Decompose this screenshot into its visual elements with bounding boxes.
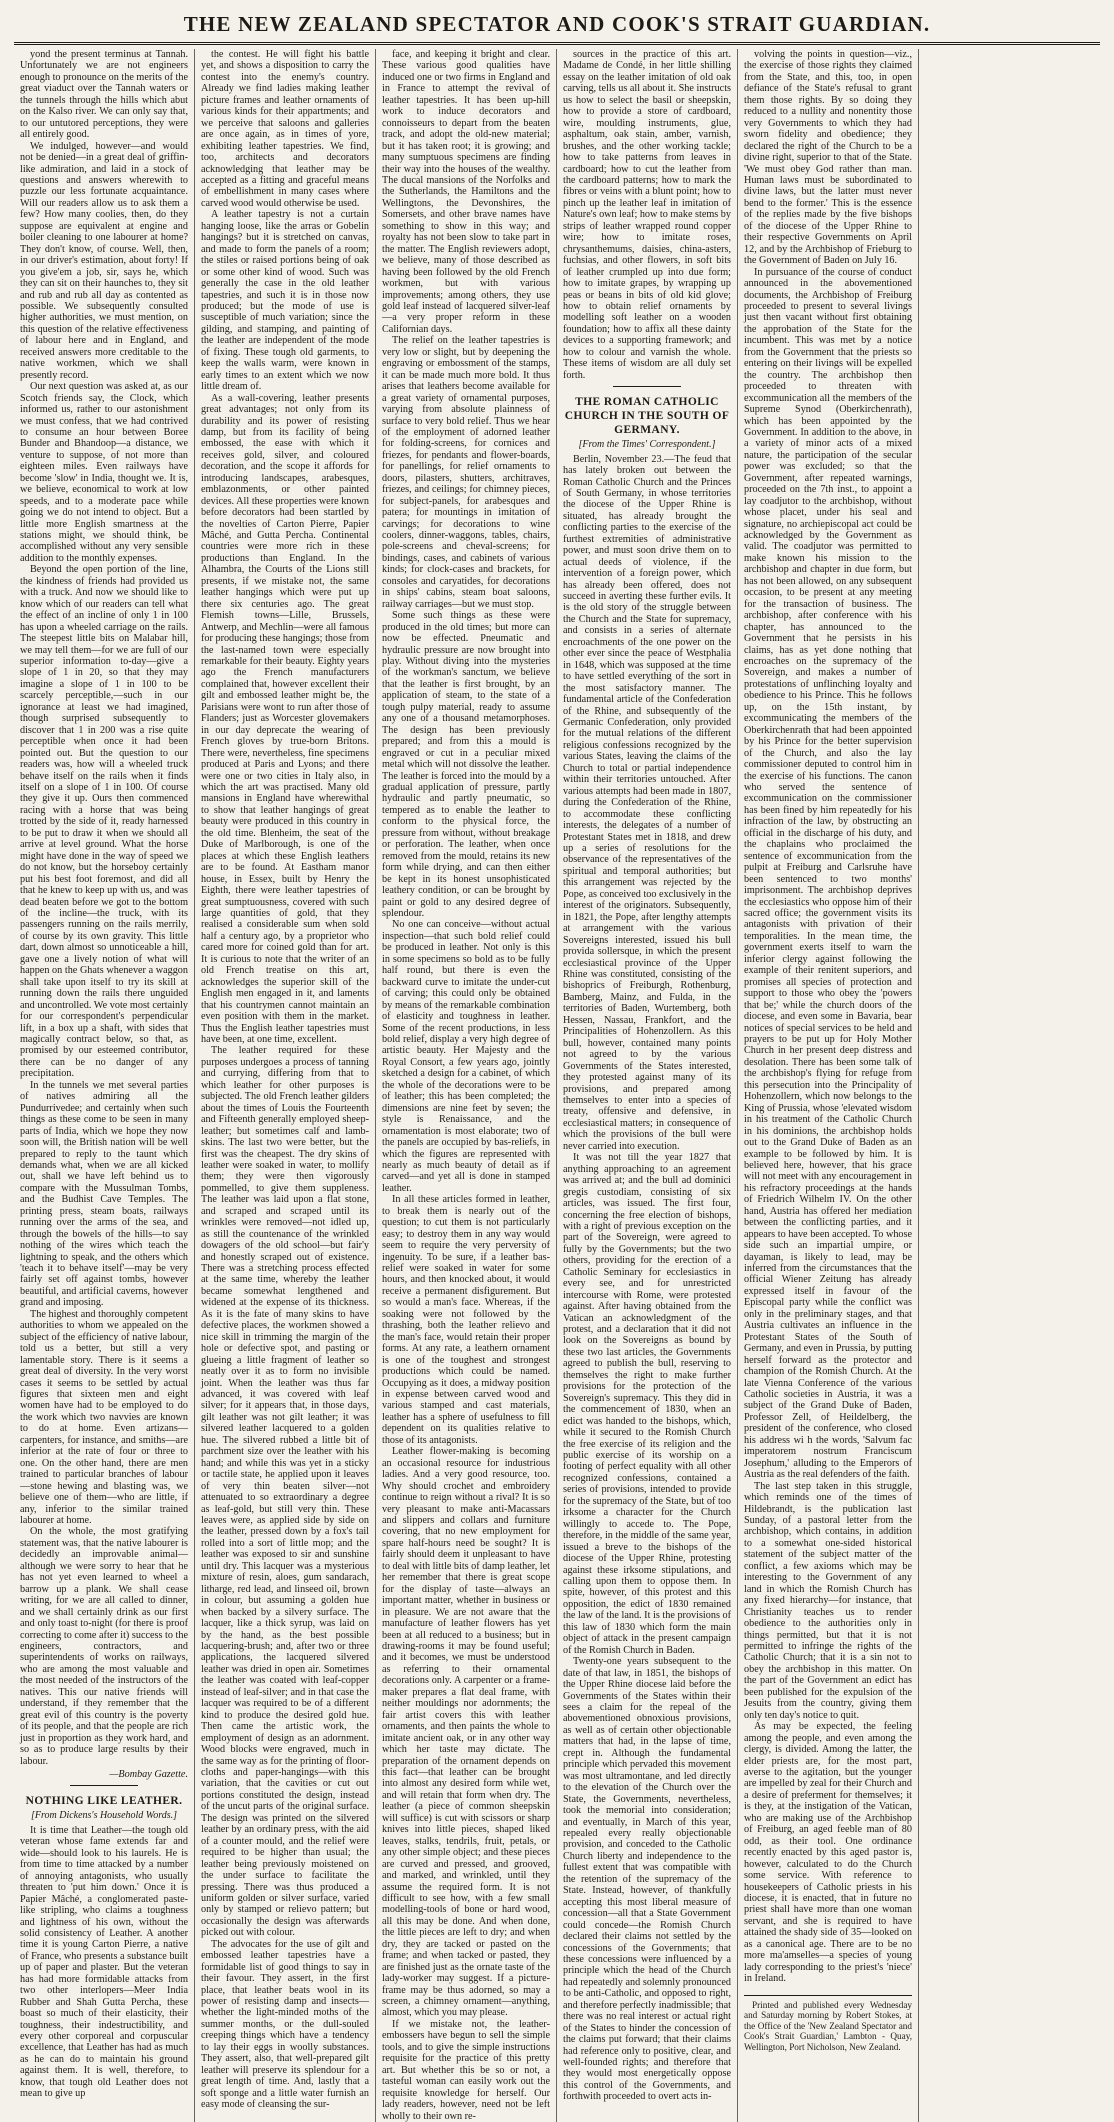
paragraph: yond the present terminus at Tannah. Unfortunately we are not engineers enough to pronounce on the merits of the great viaduct over the Tannah waters or the tunnels through the hills which abut on the Kalso river. We can only say that, to our untutored perceptions, they were all entirely good. [20,49,188,141]
leather-article-continued [201,49,369,2111]
paragraph: It is time that Leather—the tough old veteran whose fame extends far and wide—should look to his laurels. He is from time to time attacked by a number of annoying antagonists, who usually threaten to 'put him down.' Once it is Papier Mâché, a conglomerated paste-like stripling, who claims a toughness and lightness of his own, without the solid consistency of Leather. A another time it is young Carton Pierre, a native of France, who presents a substance built up of paper and plaster. But the veteran has had more formidable attacks from two other interlopers—Meer India Rubber and Shah Gutta Percha, these boast so much of their elasticity, their toughness, their indestructibility, and every other corporeal and corpuscular excellence, that Leather has had as much as he can do to maintain his ground against them. It is well, therefore, to know, that tough old Leather does not mean to give up [20,1824,188,2100]
paragraph: The highest and thoroughly competent authorities to whom we appealed on the subject of the efficiency of native labour, told us a better, but still a very lamentable story. There is it seems a great deal of diversity. In the very worst cases it seems to be settled by actual figures that sixteen men and eight women have had to be employed to do the work which two navvies are known to do at home. Even artizans—carpenters, for instance, and smiths—are inferior at the rate of four or three to one. On the other hand, there are men trained to particular branches of labour—stone hewing and blasting was, we believe one of them—who are little, if any, inferior to the similar trained labourer at home. [20,1308,188,1526]
paragraph: It was not till the year 1827 that anything approaching to an agreement was arrived at; and the bull ad dominici gregis custodiam, consisting of six articles, was issued. The first four, concerning the free election of bishops, with a right of previous exception on the part of the Sovereign, were agreed to fully by the Governments; but the two others, providing for the erection of a Catholic Seminary for ecclesiastics in every see, and for unrestricted intercourse with Rome, were protested against. After having obtained from the Vatican an acknowledgment of the protest, and a declaration that it did not look on the Sovereigns as bound by these two last articles, the Governments agreed to publish the bull, reserving to themselves the right to make further provisions for the protection of the Sovereign's supremacy. This they did in the commencement of 1830, when an edict was handed to the bishops, which, while it secured to the Romish Church the free exercise of its religion and the public exercise of its worship on a footing of perfect equality with all other recognized confessions, contained a series of provisions, intended to provide for the supremacy of the State, but of too irksome a character for the Church willingly to accede to. The Pope, therefore, in the middle of the same year, issued a breve to the bishops of the diocese of the Upper Rhine, protesting against these irksome stipulations, and calling upon them to oppose them. In spite, however, of this protest and this opposition, the edict of 1830 remained the law of the land. It is the provisions of this law of 1830 which form the main object of attack in the present campaign of the Romish Church in Baden. [563,1152,731,1656]
paragraph: The relief on the leather tapestries is very low or slight, but by deepening the engraving or embossment of the stamps, it can be made much more bold. It thus arises that leathers become available for a great variety of ornamental purposes, varying from absolute plainness of surface to very bold relief. Thus we hear of the employment of adorned leather for folding-screens, for cornices and friezes, for pendants and flower-boards, for panellings, for relief ornaments to doors, pilasters, shutters, architraves, friezes, and ceilings; for chimney pieces, for subject-panels, for arabesques and patera; for mountings in imitation of carvings; for decorations to wine coolers, dinner-waggons, tables, chairs, pole-screens and cheval-screens; for bindings, cases, and cabinets of various kinds; for clock-cases and brackets, for consoles and caryatides, for decorations in ships' cabins, steam boat saloons, railway carriages—but we must stop. [382,335,550,610]
column-3 [376,49,557,2122]
paragraph: In the tunnels we met several parties of natives admiring all the Pundurrivedee; and certainly when such things as these come to be seen in many parts of India, which we hope they now soon will, the British nation will be well prepared to reply to the taunt which demands what, when we are all kicked out, shall we have left behind us to compare with the Mussulman Tombs, and the Budhist Cave Temples. The printing press, steam boats, railways running over the arms of the sea, and through the bowels of the hills—to say nothing of the wires which teach the lightning to speak, and the others which 'teach it to behave itself'—may be very fairly set off against tombs, however beautiful, and artificial caverns, however grand and imposing. [20,1079,188,1309]
paragraph: The leather required for these purposes undergoes a process of tanning and currying, differing from that to which leather for other purposes is subjected. The old French leather gilders about the times of Louis the Fourteenth and Fifteenth generally employed sheep-leather; but sometimes calf and lamb-skins. The last two were better, but the first was the cheapest. The dry skins of leather were soaked in water, to mollify them; they were then vigorously pommelled, to give them suppleness. The leather was laid upon a flat stone, and scraped and scraped until its wrinkles were removed—not idled up, as still the countenance of the wrinkled dowagers of the old school—but fair'y and honestly scraped out of existence. There was a stretching process effected at the same time, whereby the leather became somewhat lengthened and widened at the expense of its thickness. As it is the fate of many skins to have defective places, the workmen showed a nice skill in trimming the margin of the hole or defective spot, and pasting or glueing a little fragment of leather so neatly over it as to form no invisible joint. When the leather was thus far advanced, it was covered with leaf silver; for it appears that, in those days, gilt leather was not gilt leather; it was silvered leather lacquered to a golden hue. The silvered rubbed a little bit of parchment size over the leather with his hand; and while this was yet in a sticky or tactile state, he applied upon it leaves of very thin beaten silver—not attenuated to so extraordinary a degree as leaf-gold, but still very thin. These leaves were, as applied side by side on the leather, pressed down by a fox's tail rolled into a sort of little mop; and the leather was exposed to sir and sunshine until dry. This lacquer was a mysterious mixture of resin, aloes, gum sandarach, litharge, red lead, and linseed oil, brown in colour, but assuming a golden hue when backed by a silvery surface. The lacquer, like a thick syrup, was laid on by the hand, as the best possible lacquering-brush; and, after two or three applications, the lacquered silvered leather was dried in open air. Sometimes the leather was coated with leaf-copper instead of leaf-silver; and in that case the lacquer was required to be of a different kind to produce the desired gold hue. Then came the artistic work, the employment of design as an adornment. Wood blocks were engraved, much in the same way as for the printing of floor-cloths and paper-hangings—with this variation, that the cavities or cut out portions constituted the design, instead of the uncut parts of the original surface. The design was printed on the silvered leather by an ordinary press, with the aid of a counter mould, and the relief were required to be higher than usual; the leather being previously moistened on the under surface to facilitate the pressing. There was thus produced a uniform golden or silver surface, varied only by stamped or relievo pattern; but occasionally the design was afterwards picked out with colour. [201,1045,369,1939]
leather-article-body [20,1825,188,2100]
paragraph: Beyond the open portion of the line, the kindness of friends had provided us with a truck. And now we should like to know which of our readers can tell what the effect of an incline of only 1 in 100 has upon a wheeled carriage on the rails. The steepest little bits on Malabar hill, we may tell them—for we are full of our superior information to-day—give a slope of 1 in 20, so that they may imagine a slope of 1 in 100 to be scarcely perceptible,—such in our ignorance at least we had imagined, though surprised subsequently to discover that 1 in 200 was a rise quite perceptible when once it had been pointed out. But the question to our readers was, how will a wheeled truck behave itself on the rails when it finds itself on a slope of 1 in 100. Of course they give it up. Ours then commenced racing with a horse that was being trotted by the side of it, ready harnessed to be put to draw it when we should all arrive at level ground. What the horse might have done in the way of speed we do not know, but the horseboy certainly put his best foot foremost, and did all that he knew to keep up with us, and was dead beaten before we got to the bottom of the incline—the truck, with its passengers running on the rails merrily, of course by its own gravity. This little dart, down almost so unnoticeable a hill, gave one a lively notion of what will happen on the Ghats whenever a waggon shall take upon itself to try its skill at running down the rails there unguided and uncontrolled. We vote most certainly for our correspondent's perpendicular lift, in a box up a shaft, with sides that magically contract below, so that, as promised by our esteemed contributor, there can be no danger of any precipitation. [20,564,188,1080]
masthead-title: THE NEW ZEALAND SPECTATOR AND COOK'S STRAIT GUARDIAN. [14,6,1100,45]
section-title-church: THE ROMAN CATHOLIC CHURCH IN THE SOUTH OF GERMANY. [564,396,730,437]
section-divider [613,386,680,387]
paragraph: Leather flower-making is becoming an occasional resource for industrious ladies. And a very good resource, too. Why should crochet and embroidery continue to reign without a rival? It is so very pleasant to make anti-Macassars and slippers and collars and furniture covering, that no new employment for spare half-hours need be sought? It is fairly should deem it unpleasant to have to deal with little bits of damp leather, let her remember that there is great scope for the display of taste—always an important matter, whether in business or in pleasure. We are not aware that the manufacture of leather flowers has yet been at all reduced to a business; but in drawing-rooms it may be found useful; and it becomes, we must be understood as referring to their ornamental decorations only. A carpenter or a frame-maker prepares a flat deal frame, with neither mouldings nor adornments; the fair artist covers this with leather ornaments, and then paints the whole to imitate ancient oak, or in any other way which her taste may dictate. The preparation of the ornament depends on this fact—that leather can be brought into almost any desired form while wet, and will retain that form when dry. The leather (a piece of common sheepskin will suffice) is cut with scissors or sharp knives into little pieces, shaped liked leaves, stalks, tendrils, fruit, petals, or any other simple object; and these pieces are curved and pressed, and grooved, and marked, and wrinkled, until they assume the required form. It is not difficult to see how, with a few small modelling-tools of bone or hard wood, all this may be done. And when done, the little pieces are left to dry; and when dry, they are tacked or pasted on the frame; and when tacked or pasted, they are finished just as the ornate taste of the lady-worker may suggest. If a picture-frame may be thus adorned, so may a screen, a chimney ornament—anything, almost, which you may please. [382,1446,550,2019]
paragraph: A leather tapestry is not a curtain hanging loose, like the arras or Gobelin hangings? but it is stretched on canvas, and made to form the panels of a room; the stiles or raised portions being of oak or some other kind of wood. Such was generally the case in the old leather tapestries, and such it is in those now produced; but the mode of use is susceptible of much variation; since the gilding, and stamping, and painting of the leather are independent of the mode of fixing. These tough old garments, to keep the walls warm, were known in early times to an extent which we now little dream of. [201,209,369,393]
paragraph: The advocates for the use of gilt and embossed leather tapestries have a formidable list of good things to say in their favour. They assert, in the first place, that leather beats wool in its power of resisting damp and insects—whether the light-minded moths of the summer months, or the dull-souled creeping things which have a tendency to lay their eggs in woolly substances. They assert, also, that well-prepared gilt leather will preserve its splendour for a great length of time. And, lastly that a soft sponge and a little water furnish an easy mode of cleansing the sur- [201,1938,369,2111]
column-4 [557,49,738,2122]
publisher-imprint: Printed and published every Wednesday and Saturday morning by Robert Stokes, at the Office of the 'New Zealand Spectator and Cook's Strait Guardian,' Lambton - Quay, Wellington, Port Nicholson, New Zealand. [744,1995,912,2053]
section-divider [70,1785,137,1786]
article-attribution: —Bombay Gazette. [109,1768,188,1780]
paragraph: The last step taken in this struggle, which reminds one of the times of Hildebrandt, is the publication last Sunday, of a pastoral letter from the archbishop, which contains, in addition to a somewhat one-sided historical statement of the subject matter of the conflict, a few axioms which may be interesting to the Government of any land in which the Romish Church has any fixed hierarchy—for instance, that Christianity teaches us to render obedience to the authorities only in things permitted, but that it is not permitted to infringe the rights of the Catholic Church; that it is a sin not to obey the archbishop in this matter. On the part of the Government an edict has been published for the expulsion of the Jesuits from the country, giving them only ten day's notice to quit. [744,1480,912,1721]
paragraph: As a wall-covering, leather presents great advantages; not only from its durability and its power of resisting damp, but from its facility of being embossed, the ease with which it receives gold, silver, and coloured decoration, and the scope it affords for introducing landscapes, arabesques, emblazonments, or other painted devices. All these properties were known before decorators had been startled by the novelties of Carton Pierre, Papier Mâché, and Gutta Percha. Continental countries were more rich in these productions than England. In the Alhambra, the Courts of the Lions still presents, if we mistake not, the same leather hangings which were put up there six centuries ago. The great Flemish towns—Lille, Brussels, Antwerp, and Mechlin—were all famous for producing these hangings; those from the last-named town were especially remarkable for their beauty. Eighty years ago the French manufacturers complained that, however excellent their gilt and embossed leather might be, the Parisians were wont to run after those of Flanders; just as Worcester glovemakers in our day deprecate the wearing of French gloves by true-born Britons. There were, nevertheless, fine specimens produced at Paris and Lyons; and there were one or two cities in Italy also, in which the art was practised. Many old mansions in England have wherewithal to show that leather hangings of great beauty were produced in this country in the old time. Blenheim, the seat of the Duke of Marlborough, is one of the places at which these English leathers are to be found. At Eastham manor house, in Essex, built by Henry the Eighth, there were leather tapestries of great sumptuousness, covered with such large quantities of gold, that they realised a considerable sum when sold half a century ago, by a proprietor who cared more for coined gold than for art. It is curious to note that the writer of an old French treatise on this art, acknowledges the superior skill of the English men engaged in it, and laments that his countrymen cannot maintain an even position with them in the market. Thus the English leather tapestries must have been, at one time, excellent. [201,392,369,1045]
paragraph: Twenty-one years subsequent to the date of that law, in 1851, the bishops of the Upper Rhine diocese laid before the Governments of the States within their sees a claim for the repeal of the abovementioned obnoxious provisions, as well as of certain other objectionable matters that had, in the lapse of time, crept in. Although the fundamental principle which pervaded this movement was most ultramontane, and led directly to the elevation of the Church over the State, the Governments, nevertheless, took the memorial into consideration; and eventually, in March of this year, repealed every really objectionable provision, and conceded to the Catholic Church liberty and independence to the fullest extent that was compatible with the retention of the supremacy of the State. Instead, however, of thankfully accepting this most liberal measure of concession—all that a State Government could concede—the Romish Church declared their claims not settled by the concessions of the Governments; that these concessions were influenced by a principle which the head of the Church had repeatedly and solemnly pronounced to be anti-Catholic, and opposed to right, and therefore perfectly inadmissible; that there was no real interest or actual right of the States to hinder the concession of the claims put forward; that their claims had reference only to positive, clear, and well-founded rights; and therefore that they would most energetically oppose this control of the Governments, and forthwith proceeded to overt acts in- [563,1656,731,2103]
paragraph: Berlin, November 23.—The feud that has lately broken out between the Roman Catholic Church and the Princes of South Germany, in whose territories the diocese of the Upper Rhine is situated, has already brought the conflicting parties to the exercise of the furthest extremities of administrative power, and must soon drive them on to actual deeds of violence, if the intervention of a foreign power, which has already been offered, does not succeed in averting these further evils. It is the old story of the struggle between the Church and the State for supremacy, and consists in a series of alternate encroachments of the one power on the other ever since the peace of Westphalia in 1648, which was supposed at the time to have settled everything of the sort in the most satisfactory manner. The fundamental article of the Confederation of the Rhine, and subsequently of the Germanic Confederation, only provided for the mutual relations of the different religious confessions recognized by the various States, leaving the claims of the Church to total or partial independence within their territories untouched. After various attempts had been made in 1807, during the Confederation of the Rhine, to accommodate these conflicting interests, the delegates of a number of Protestant States met in 1818, and drew up a series of resolutions for the observance of the representatives of the spiritual and temporal authorities; but this arrangement was rejected by the Pope, as conceived too exclusively in the interest of the originators. Subsequently, in 1821, the Pope, after lengthy attempts at arrangement with the various Sovereigns interested, issued his bull provida sollersque, in which the present ecclesiastical province of the Upper Rhine was constituted, consisting of the bishoprics of Freiburgh, Rothenburg, Bamberg, Mainz, and Fulda, in the territories of Baden, Wurtemberg, both Hessen, Nassau, Frankfort, and the Principalities of Hohenzollern. As this bull, however, contained many points not agreed to by the various Governments of the States interested, they protested against many of its provisions, and prepared among themselves to enter into a species of treaty, offensive and defensive, in ecclesiastical matters; in consequence of which the provisions of the bull were never carried into execution. [563,453,731,1152]
paragraph: If we mistake not, the leather-embossers have begun to sell the simple tools, and to give the simple instructions requisite for the practice of this pretty art. But whether this be so or not, a tasteful woman can easily work out the requisite knowledge for herself. Our lady readers, however, need not be left wholly to their own re- [382,2018,550,2122]
paragraph: the contest. He will fight his battle yet, and shows a disposition to carry the contest into the enemy's country. Already we find ladies making leather picture frames and leather ornaments of various kinds for their appartments; and we perceive that saloons and galleries are once again, as in times of yore, exhibiting leather tapestries. We find, too, architects and decorators acknowledging that leather may be accepted as a fitting and graceful means of embellishment in many cases where carved wood would otherwise be used. [201,49,369,209]
paragraph: We indulged, however—and would not be denied—in a great deal of griffin-like admiration, and laid in a stock of questions and answers wherewith to puzzle our less fortunate acquaintance. Will our readers allow us to ask them a few? How many coolies, then, do they suppose are equivalent at engine and boiler cleaning to one labourer at home? They don't know, of course. Well, then, in our driver's estimation, about forty! If you give'em a job, sir, says he, which they can sit on their haunches to, they sit and rub and rub all day as contented as possible. We subsequently consulted higher authorities, we must mention, on this question of the relative effectiveness of labour here and in England, and received answers more creditable to the native workmen, which we shall presently record. [20,140,188,381]
paragraph: On the whole, the most gratifying statement was, that the native labourer is decidedly an improvable animal—although we were sorry to hear that he has not yet even learned to wheel a barrow up a plank. We shall cease writing, for we are all called to dinner, and we shall certainly drink as our first and only toast to-night (for there is proof correcting to come after it) success to the engineers, contractors, and superintendents of works on railways, who are among the most valuable and the most needed of the instructors of the natives. This our native friends will understand, if they remember that the great evil of this country is the poverty of its people, and that the people are rich just in proportion as they work hard, and so as to produce large results by their labour. [20,1526,188,1767]
leather-article-continued-2 [382,49,550,2122]
paragraph: No one can conceive—without actual inspection—that such bold relief could be produced in leather. Not only is this in some specimens so bold as to be fully half round, but there is even the backward curve to imitate the under-cut of carving; this could only be obtained by means of the remarkable combination of elasticity and toughness in leather. Some of the recent productions, in less bold relief, display a very high degree of artistic beauty. Her Majesty and the Royal Consort, a few years ago, jointly sketched a design for a cabinet, of which the whole of the decorations were to be of leather; this has been completed; the dimensions are nine feet by seven; the style is Renaissance, and the ornamentation is most elaborate; two of the panels are occupied by bas-reliefs, in which the figures are represented with nearly as much beauty of detail as if carved—and yet all is done in stamped leather. [382,919,550,1194]
section-source-church: [From the Times' Correspondent.] [578,439,716,451]
paragraph: sources in the practice of this art. Madame de Condé, in her little shilling essay on the leather imitation of old oak carving, tells us all about it. She instructs us how to select the basil or sheepskin, how to provide a store of cardboard, wire, moulding instruments, glue, asphaltum, oak stain, amber, varnish, brushes, and the other working tackle; how to take patterns from leaves in cardboard; how to cut the leather from the cardboard patterns; how to mark the fibres or veins with a blunt point; how to pinch up the leather leaf in imitation of Nature's own leaf; how to make stems by strips of leather wrapped round copper wire; how to imitate roses, chrysanthemums, daisies, china-asters, fuchsias, and other flowers, in soft bits of leather crumpled up into due form; how to imitate grapes, by wrapping up peas or beans in bits of old kid glove; how to obtain relief ornaments by modelling soft leather on a wooden foundation; how to affix all these dainty devices to a supporting framework; and how to colour and varnish the whole. These items of wisdom are all duly set forth. [563,49,731,381]
column-6 [919,49,1100,2122]
leather-article-conclusion [563,49,731,381]
bombay-article-body [20,49,188,1767]
paragraph: In pursuance of the course of conduct announced in the abovementioned documents, the Archbishop of Freiburg proceeded to present to several livings just then vacant without first obtaining the approbation of the State for the incumbent. This was met by a notice from the Government that the priests so entering on their livings will be expelled the country. The archbishop then proceeded to threaten with excommunication all the members of the Supreme Synod (Oberkirchenrath), which has been appointed by the Government. In addition to the above, in a variety of minor acts of a mixed nature, the participation of the secular power was excluded; so that the Government, after repeated warnings, proceeded on the 7th inst., to appoint a lay coadjutor to the archbishop, without whose placet, under his seal and signature, no archiepiscopal act could be acknowledged by the Government as valid. The coadjutor was permitted to make known his mission to the archbishop and chapter in due form, but has not been allowed, on any subsequent occasion, to be present at any meeting for the transaction of business. The archbishop, after conference with his chapter, has announced to the Government that he persists in his claims, has as yet done nothing that encroaches on the supremacy of the Sovereign, and makes a number of protestations of unflinching loyalty and obedience to his Prince. This he follows up, on the 15th instant, by excommunicating the members of the Oberkirchenrath that had been appointed by his Prince for the better supervision of the Church, and also the lay commissioner deputed to control him in the exercise of his functions. The canon who served the sentence of excommunication on the commissioner has been fined by him repeatedly for his infraction of the law, by obstructing an official in the discharge of his duty, and the chaplains who proclaimed the sentence of excommunication from the pulpit at Freiburg and Carlsruhe have been sentenced to two months' imprisonment. The archbishop deprives the ecclesiastics who oppose him of their sacred office; the government visits its antagonists with privation of their temporalities. In the mean time, the government exerts itself to warn the inferior clergy against following the example of their renitent superiors, and promises all species of protection and support to those who obey the 'powers that be;' while the church doors of the diocese, and even some in Bavaria, bear notices of special services to be held and prayers to be put up for Holy Mother Church in her present deep distress and desolation. There has been some talk of the archbishop's flying for refuge from this persecution into the Principality of Hohenzollern, which now belongs to the King of Prussia, whose 'elevated wisdom in his treatment of the Catholic Church in his dominions, the archbishop holds out to the Grand Duke of Baden as an example to be followed by him. It is believed here, however, that his grace will not meet with any encouragement in his refractory proceedings at the hands of Friedrich Wilhelm IV. On the other hand, Austria has offered her mediation between the conflicting parties, and it appears to have been accepted. To whose side such an impartial umpire, or dayaman, is likely to lead, may be inferred from the circumstances that the official Wiener Zeitung has already expressed itself in favour of the Episcopal party while the conflict was only in the preliminary stages, and that Austria cultivates an influence in the Protestant States of the South of Germany, and even in Prussia, by putting herself forward as the protector and champion of the Romish Church. At the late Vienna Conference of the various Catholic societies in Austria, it was a subject of the Grand Duke of Baden, Professor Zell, of Heildelberg, the president of the conference, who closed his address wi h the words, 'Salvum fac imperatorem nostrum Franciscum Josephum,' alluding to the Emperors of Austria as the real defenders of the faith. [744,266,912,1481]
column-1 [14,49,195,2122]
paragraph: face, and keeping it bright and clear. These various good qualities have induced one or two firms in England and in France to attempt the revival of leather tapestries. It has been up-hill work to induce decorators and connoisseurs to depart from the beaten track, and adopt the old-new material; but it has taken root; it is growing; and many sumptuous specimens are finding their way into the houses of the wealthy. The ducal mansions of the Norfolks and the Sutherlands, the Hamiltons and the Wellingtons, the Devonshires, the Somersets, and other brave names have something to show in this way; and royalty has not been slow to take part in the matter. The English reviewers adopt, we believe, many of those described as having been followed by the old French workmen, but with various improvements; among others, they use gold leaf instead of lacquered silver-leaf—a very proper reform in these Californian days. [382,49,550,335]
paragraph: Some such things as these were produced in the old times; but more can now be effected. Pneumatic and hydraulic pressure are now brought into play. Without diving into the mysteries of the workman's sanctum, we believe that the leather is first brought, by an application of steam, to the state of a tough pulpy material, ready to assume any one of a thousand metamorphoses. The design has been previously prepared; and from this a mould is engraved or cut in a peculiar mixed metal which will not dissolve the leather. The leather is forced into the mould by a gradual application of pressure, partly hydraulic and partly pneumatic, so tempered as to enable the leather to conform to the physical force, the pressure from without, without breakage or perforation. The leather, when once removed from the mould, retains its new form while drying, and can then either be kept in its honest unsophisticated leathery condition, or can be brought by paint or gold to any desired degree of splendour. [382,610,550,919]
church-article-body [563,454,731,2103]
section-source-leather: [From Dickens's Household Words.] [30,1810,178,1822]
paragraph: In all these articles formed in leather, to break them is nearly out of the question; to cut them is not particularly easy; to destroy them in any way would seem to require the very perversity of ingenuity. To be sure, if a leather bas-relief were soaked in water for some hours, and then knocked about, it would receive a permanent disfigurement. But so would a man's face. Whereas, if the soaking were not followed by the thrashing, both the leather relievo and the man's face, would retain their proper forms. At any rate, a leathern ornament is one of the toughest and strongest productions which could be named. Occupying as it does, a midway position in expense between carved wood and various stamped and cast materials, leather has a sphere of usefulness to fill dependent on its qualities relative to those of its antagonists. [382,1194,550,1446]
paragraph: As may be expected, the feeling among the people, and even among the clergy, is divided. Among the latter, the elder priests are, for the most part, averse to the agitation, but the younger are impelled by zeal for their Church and a desire of preferment for themselves; it is they, at the instigation of the Vatican, who are making use of the Archbishop of Freiburg, an aged feeble man of 80 odd, as their tool. One ordinance recently enacted by this aged pastor is, however, calculated to do the Church some service. With reference to housekeepers of Catholic priests in his diocese, it is enacted, that in future no priest shall have more than one woman servant, and she is required to have attained the shady side of 35—looked on as a canonical age. There are to be no more ma'amselles—a species of young lady corresponding to the priest's 'niece' in Ireland. [744,1721,912,1985]
column-2 [195,49,376,2122]
section-title-leather: NOTHING LIKE LEATHER. [25,1795,183,1808]
column-5 [738,49,919,2122]
paragraph: volving the points in question—viz., the exercise of those rights they claimed from the State, and this, too, in open defiance of the State's refusal to grant them those rights. By so doing they reduced to a nullity and nonentity those very Governments to which they had sworn fidelity and obedience; they declared the right of the Church to be a divine right, superior to that of the State. 'We must obey God rather than man. Human laws must be subordinated to divine laws, but the latter must never bend to the former.' This is the essence of the replies made by the five bishops of the diocese of the Upper Rhine to their respective Governments on April 12, and by the Archbishop of Frieburg to the Government of Baden on July 16. [744,49,912,267]
article-columns [14,49,1100,2122]
church-article-continued [744,49,912,1985]
paragraph: Our next question was asked at, as our Scotch friends say, the Clock, which informed us, rather to our astonishment we must confess, that we had contrived to consume an hour between Boree Bunder and Bhandoop—a distance, we venture to suppose, of not more than eighteen miles. Even railways have become 'slow' in India, thought we. It is, we believe, economical to work at low speeds, and to a moderate pace while going we do not intend to object. But a little more English smartness at the stations might, we should think, be accomplished without any very sensible addition to the monthly expenses. [20,381,188,564]
